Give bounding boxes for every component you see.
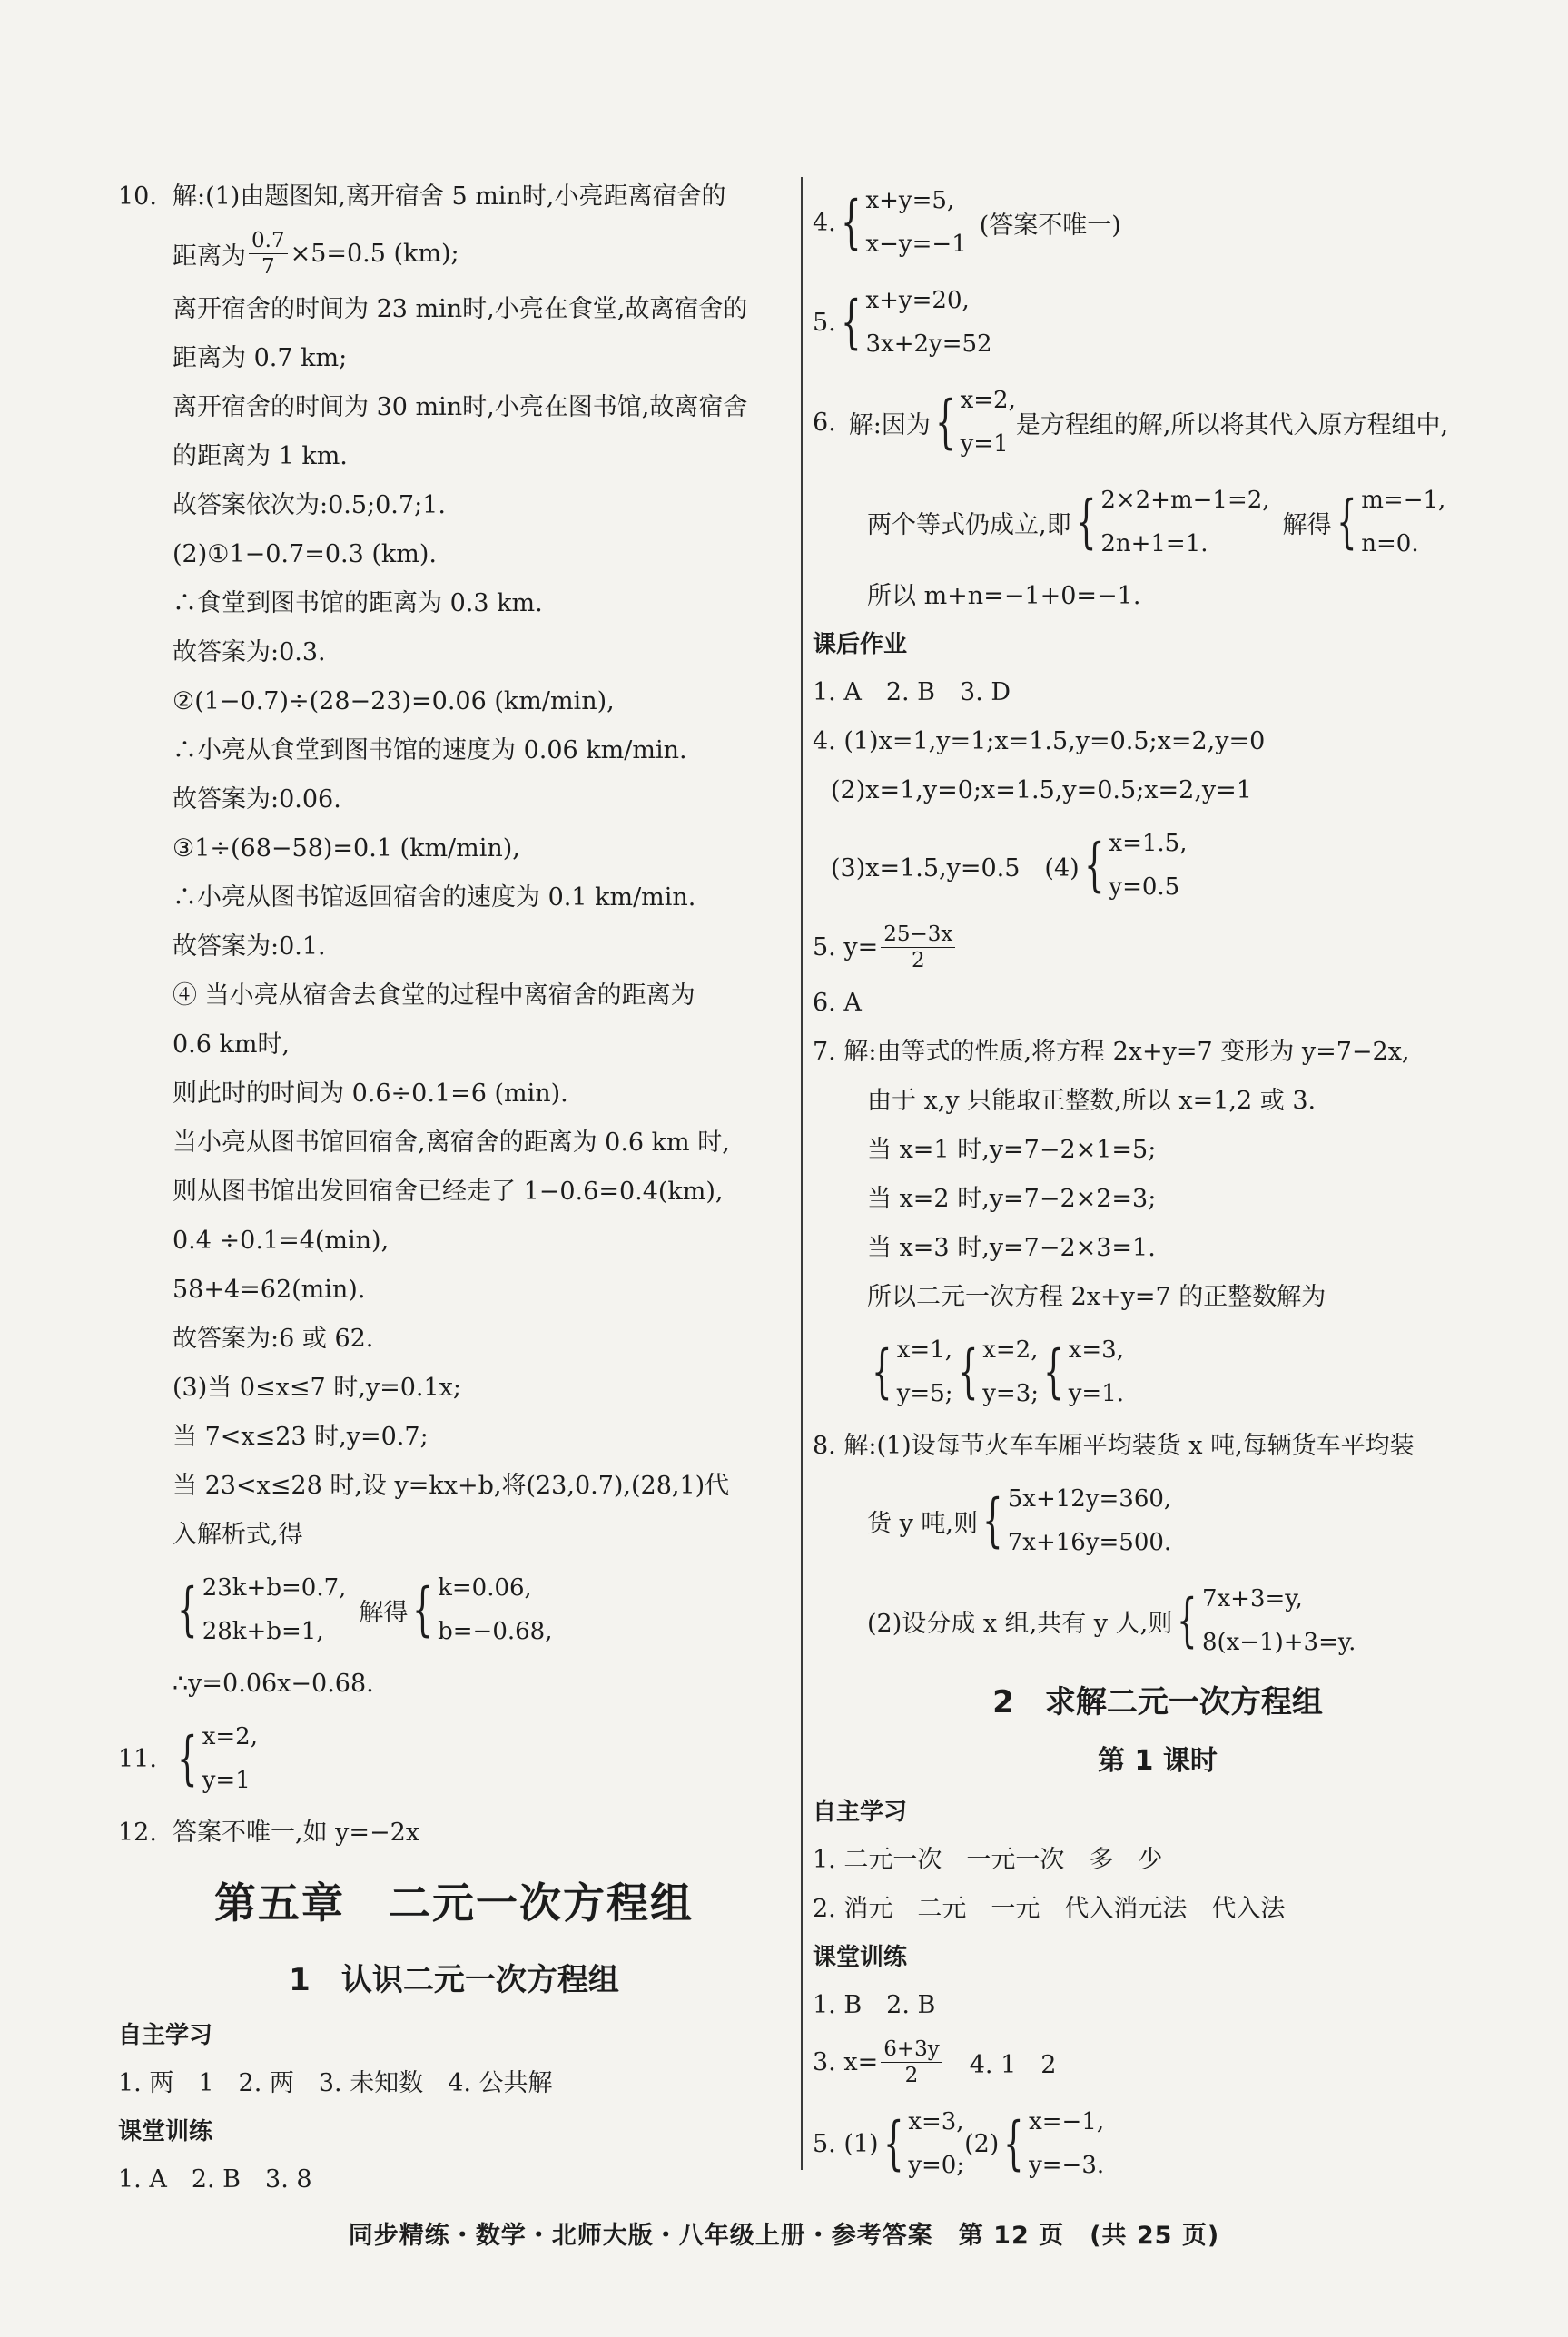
- q10-text: ②(1−0.7)÷(28−23)=0.06 (km/min),: [173, 687, 615, 715]
- brace-icon: {: [957, 1338, 979, 1405]
- fraction-denominator: 7: [261, 254, 275, 279]
- q10-text: 距离为 0.7 km;: [173, 344, 348, 372]
- homework-q4: (3)x=1.5,y=0.5 (4): [831, 853, 1080, 883]
- q10-text: 离开宿舍的时间为 30 min时,小亮在图书馆,故离宿舍: [173, 393, 748, 421]
- equation-row: y=−3.: [1029, 2152, 1105, 2179]
- self-study-answers: 1. 两 1 2. 两 3. 未知数 4. 公共解: [118, 2069, 553, 2097]
- homework-q7: 当 x=1 时,y=7−2×1=5;: [867, 1136, 1157, 1164]
- homework-q7: 由于 x,y 只能取正整数,所以 x=1,2 或 3.: [867, 1087, 1317, 1115]
- q11-line: [118, 1709, 790, 1809]
- q10-text: 则从图书馆出发回宿舍已经走了 1−0.6=0.4(km),: [173, 1178, 724, 1206]
- q10-fraction-line: [118, 222, 790, 285]
- equation-system: [978, 1477, 1171, 1564]
- class-training-heading: 课堂训练: [813, 1944, 908, 1971]
- homework-q7: 当 x=2 时,y=7−2×2=3;: [867, 1185, 1157, 1213]
- q10-text: ∴食堂到图书馆的距离为 0.3 km.: [173, 589, 543, 617]
- class-training-heading: 课堂训练: [118, 2118, 213, 2145]
- brace-icon: {: [1177, 1587, 1198, 1654]
- homework-q7-solutions: [813, 1322, 1503, 1422]
- equation-row: y=1.: [1068, 1380, 1124, 1407]
- equation-system: [1039, 1328, 1124, 1415]
- brace-icon: {: [1083, 832, 1105, 899]
- q10-text: 故答案为:0.3.: [173, 638, 326, 666]
- homework-q5: [813, 915, 1503, 979]
- equation-row: n=0.: [1361, 530, 1419, 557]
- left-column: [118, 173, 790, 2204]
- q10-text: 58+4=62(min).: [173, 1276, 366, 1304]
- class-training-answer: 1. B 2. B: [813, 1991, 936, 2019]
- homework-answers: 1. A 2. B 3. D: [813, 678, 1011, 706]
- q10-text: ×5=0.5 (km);: [290, 239, 459, 268]
- q11-label: 11.: [118, 1744, 157, 1773]
- equation-row: x=1.5,: [1109, 830, 1188, 857]
- section-title: 2 求解二元一次方程组: [992, 1684, 1323, 1721]
- brace-icon: {: [1043, 1338, 1064, 1405]
- equation-system: [931, 379, 1016, 466]
- brace-icon: {: [935, 389, 956, 456]
- q4-note: (答案不唯一): [979, 211, 1121, 240]
- equation-row: 23k+b=0.7,: [202, 1574, 347, 1602]
- q10-text: ④ 当小亮从宿舍去食堂的过程中离宿舍的距离为: [173, 981, 695, 1010]
- equation-row: m=−1,: [1361, 487, 1446, 514]
- q6-label: 6.: [813, 408, 836, 437]
- q10-text: 则此时的时间为 0.6÷0.1=6 (min).: [173, 1080, 568, 1108]
- equation-row: 2×2+m−1=2,: [1100, 487, 1270, 514]
- brace-icon: {: [1336, 488, 1357, 556]
- q6-text: 解得: [1282, 510, 1332, 539]
- homework-q4: 4. (1)x=1,y=1;x=1.5,y=0.5;x=2,y=0: [813, 727, 1266, 755]
- q10-text: 解:(1)由题图知,离开宿舍 5 min时,小亮距离宿舍的: [173, 182, 726, 211]
- equation-system: [999, 2100, 1104, 2187]
- equation-row: x+y=5,: [865, 187, 955, 214]
- q10-label: 10.: [118, 182, 157, 211]
- q10-text: 故答案为:6 或 62.: [173, 1325, 374, 1353]
- q6-text: 所以 m+n=−1+0=−1.: [867, 582, 1141, 610]
- brace-icon: {: [177, 1576, 198, 1643]
- brace-icon: {: [883, 2110, 904, 2177]
- equation-system: [1172, 1577, 1356, 1664]
- lesson-title: 第 1 课时: [1098, 1745, 1218, 1777]
- homework-q5-text: 5. y=: [813, 932, 879, 961]
- q10-line: [118, 173, 790, 222]
- equation-row: y=0.5: [1109, 873, 1180, 901]
- brace-icon: {: [840, 189, 862, 256]
- homework-q8: 8. 解:(1)设每节火车车厢平均装货 x 吨,每辆货车平均装: [813, 1432, 1415, 1460]
- equation-row: x=3,: [1068, 1336, 1124, 1364]
- brace-icon: {: [872, 1338, 892, 1405]
- q6-text: 是方程组的解,所以将其代入原方程组中,: [1015, 410, 1449, 439]
- fraction: [881, 922, 955, 973]
- equation-system: [836, 179, 967, 266]
- equation-row: b=−0.68,: [438, 1618, 553, 1645]
- equation-row: y=3;: [982, 1380, 1039, 1407]
- equation-system: [867, 1328, 953, 1415]
- fraction-numerator: 0.7: [249, 228, 288, 254]
- self-study-answer: 2. 消元 二元 一元 代入消元法 代入法: [813, 1895, 1286, 1923]
- class-training-text: 3. x=: [813, 2047, 879, 2076]
- equation-system: [408, 1566, 552, 1653]
- fraction-denominator: 2: [904, 2063, 919, 2087]
- q10-text: 解得: [359, 1598, 409, 1627]
- homework-q4: (2)x=1,y=0;x=1.5,y=0.5;x=2,y=1: [831, 776, 1252, 804]
- homework-q8-system-line: [813, 1471, 1503, 1571]
- fraction: [249, 228, 288, 280]
- equation-row: x=3,: [908, 2108, 964, 2135]
- equation-row: x=−1,: [1029, 2108, 1105, 2135]
- equation-row: k=0.06,: [438, 1574, 532, 1602]
- equation-row: x+y=20,: [865, 287, 970, 314]
- equation-system: [836, 279, 992, 366]
- q6-text: 解:因为: [848, 410, 931, 439]
- brace-icon: {: [840, 289, 862, 356]
- equation-row: 5x+12y=360,: [1007, 1485, 1172, 1513]
- q10-system-line: [118, 1560, 790, 1660]
- homework-q8: 货 y 吨,则: [867, 1509, 979, 1538]
- q10-text: ③1÷(68−58)=0.1 (km/min),: [173, 834, 520, 863]
- homework-q4-system-line: [813, 815, 1503, 915]
- q10-text: 故答案为:0.06.: [173, 785, 341, 814]
- equation-system: [1071, 478, 1270, 566]
- q10-text: 当小亮从图书馆回宿舍,离宿舍的距离为 0.6 km 时,: [173, 1129, 730, 1157]
- equation-row: y=1: [202, 1767, 251, 1794]
- equation-row: 2n+1=1.: [1100, 530, 1208, 557]
- q10-text: 当 23<x≤28 时,设 y=kx+b,将(23,0.7),(28,1)代: [173, 1472, 730, 1500]
- equation-row: y=1: [960, 430, 1009, 458]
- q12-label: 12.: [118, 1819, 157, 1847]
- q10-text: (3)当 0≤x≤7 时,y=0.1x;: [173, 1374, 461, 1402]
- q10-text: 故答案为:0.1.: [173, 932, 326, 961]
- fraction-numerator: 25−3x: [881, 922, 955, 948]
- q10-text: ∴小亮从食堂到图书馆的速度为 0.06 km/min.: [173, 736, 687, 764]
- class-training-q3: [813, 2030, 1503, 2094]
- brace-icon: {: [1075, 488, 1097, 556]
- q6-line: [813, 372, 1503, 472]
- homework-q6: 6. A: [813, 989, 862, 1017]
- class-training-answers: 1. A 2. B 3. 8: [118, 2165, 312, 2194]
- self-study-heading: 自主学习: [118, 2022, 213, 2049]
- q10-text: 0.6 km时,: [173, 1030, 291, 1059]
- q4-line: [813, 173, 1503, 272]
- q10-text: (2)①1−0.7=0.3 (km).: [173, 540, 437, 568]
- homework-heading: 课后作业: [813, 631, 908, 658]
- fraction: [881, 2036, 942, 2088]
- q10-text: ∴y=0.06x−0.68.: [173, 1670, 374, 1698]
- q10-text: 入解析式,得: [173, 1521, 303, 1549]
- equation-system: [173, 1566, 346, 1653]
- equation-system: [953, 1328, 1040, 1415]
- equation-system: [1332, 478, 1446, 566]
- equation-row: x=1,: [896, 1336, 952, 1364]
- q5-line: [813, 272, 1503, 372]
- brace-icon: {: [1003, 2110, 1024, 2177]
- equation-row: x−y=−1: [865, 231, 967, 258]
- class-training-text: 5. (1): [813, 2129, 879, 2158]
- q10-text: 离开宿舍的时间为 23 min时,小亮在食堂,故离宿舍的: [173, 295, 748, 323]
- equation-row: 8(x−1)+3=y.: [1201, 1629, 1356, 1656]
- equation-row: 7x+3=y,: [1201, 1585, 1303, 1612]
- q5-label: 5.: [813, 308, 836, 337]
- homework-q7: 7. 解:由等式的性质,将方程 2x+y=7 变形为 y=7−2x,: [813, 1038, 1410, 1066]
- q6-system-line: [813, 472, 1503, 572]
- section-title: 1 认识二元一次方程组: [289, 1962, 619, 1998]
- q10-text: ∴小亮从图书馆返回宿舍的速度为 0.1 km/min.: [173, 883, 696, 912]
- column-divider: [801, 177, 803, 2170]
- q10-text: 距离为: [173, 242, 246, 271]
- homework-q7: 所以二元一次方程 2x+y=7 的正整数解为: [867, 1283, 1326, 1311]
- brace-icon: {: [177, 1725, 198, 1792]
- q10-text: 0.4 ÷0.1=4(min),: [173, 1227, 390, 1255]
- class-training-q5: [813, 2094, 1503, 2194]
- equation-system: [173, 1715, 258, 1802]
- equation-row: y=0;: [908, 2152, 965, 2179]
- equation-row: 7x+16y=500.: [1007, 1529, 1172, 1556]
- q10-text: 当 7<x≤23 时,y=0.7;: [173, 1423, 429, 1451]
- class-training-text: 4. 1 2: [944, 2050, 1057, 2079]
- homework-q8: (2)设分成 x 组,共有 y 人,则: [867, 1609, 1173, 1638]
- equation-row: 3x+2y=52: [865, 330, 992, 358]
- q10-text: 的距离为 1 km.: [173, 442, 348, 470]
- q6-text: 两个等式仍成立,即: [867, 510, 1071, 539]
- self-study-heading: 自主学习: [813, 1799, 908, 1826]
- q4-label: 4.: [813, 208, 836, 237]
- equation-row: y=5;: [896, 1380, 953, 1407]
- chapter-title: 第五章 二元一次方程组: [214, 1878, 694, 1928]
- equation-system: [879, 2100, 965, 2187]
- brace-icon: {: [982, 1487, 1003, 1554]
- q12-text: 答案不唯一,如 y=−2x: [173, 1819, 420, 1847]
- brace-icon: {: [412, 1576, 433, 1643]
- q12-line: [118, 1809, 790, 1858]
- equation-row: x=2,: [960, 387, 1016, 414]
- fraction-denominator: 2: [911, 948, 925, 972]
- equation-system: [1080, 822, 1188, 909]
- class-training-text: (2): [964, 2129, 1000, 2158]
- equation-row: 28k+b=1,: [202, 1618, 324, 1645]
- fraction-numerator: 6+3y: [881, 2036, 942, 2063]
- self-study-answer: 1. 二元一次 一元一次 多 少: [813, 1846, 1163, 1874]
- homework-q8-system-line: [813, 1571, 1503, 1671]
- q10-text: 故答案依次为:0.5;0.7;1.: [173, 491, 446, 519]
- equation-row: x=2,: [202, 1723, 258, 1750]
- page-footer: 同步精练・数学・北师大版・八年级上册・参考答案 第 12 页 (共 25 页): [348, 2222, 1220, 2250]
- right-column: [813, 173, 1503, 2194]
- homework-q7: 当 x=3 时,y=7−2×3=1.: [867, 1234, 1156, 1262]
- equation-row: x=2,: [982, 1336, 1039, 1364]
